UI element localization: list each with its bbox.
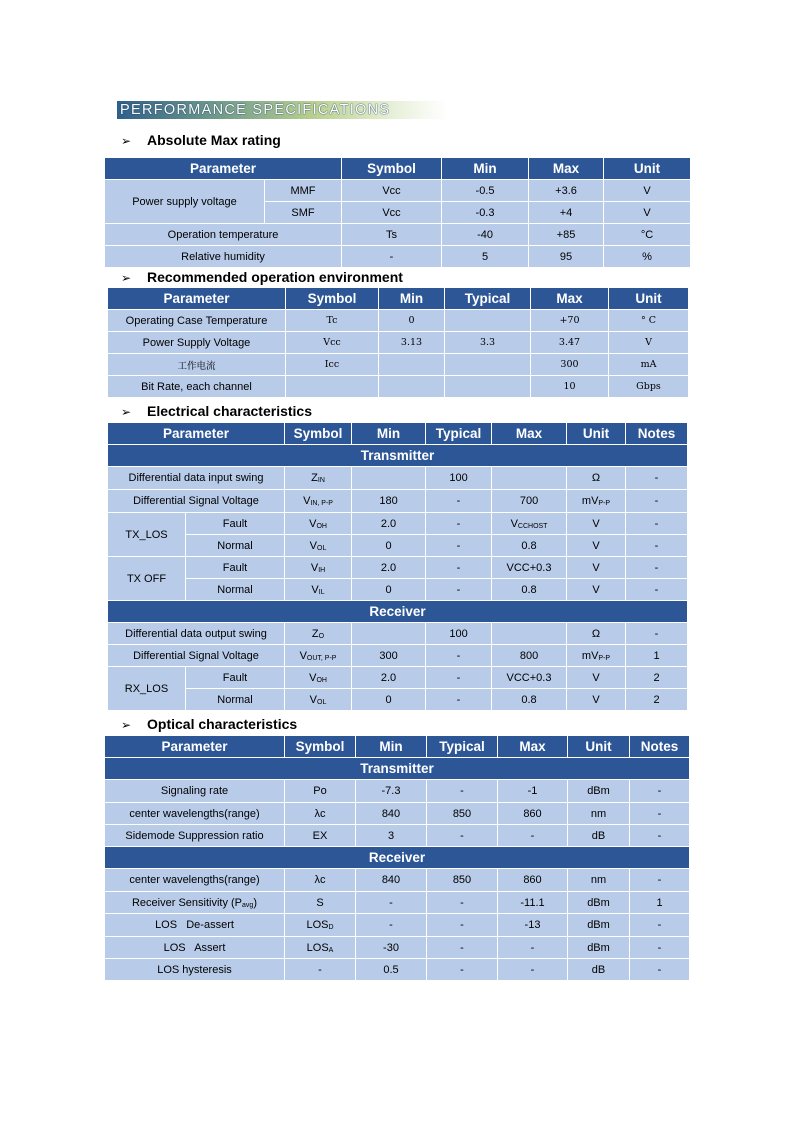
col-header: Unit <box>567 423 626 445</box>
cell: - <box>498 825 568 847</box>
col-header: Parameter <box>108 288 286 310</box>
banner-title: PERFORMANCE SPECIFICATIONS <box>120 102 391 118</box>
cell: 300 <box>531 354 609 376</box>
cell: - <box>356 914 427 937</box>
symbol-sub: OH <box>316 676 327 684</box>
cell: V <box>567 667 626 689</box>
cell: Differential data input swing <box>108 467 285 490</box>
table-row <box>108 579 688 601</box>
cell: Differential Signal Voltage <box>108 645 285 667</box>
section-title: Optical characteristics <box>147 716 298 732</box>
cell: Tc <box>286 310 379 332</box>
table-row <box>108 310 689 332</box>
section-heading-abs <box>121 131 281 149</box>
cell: - <box>427 892 498 914</box>
cell: dBm <box>568 892 630 914</box>
table-row <box>108 354 689 376</box>
cell <box>285 689 352 711</box>
unit: mV <box>581 495 599 507</box>
col-header: Unit <box>568 736 630 758</box>
band-label: Receiver <box>105 847 690 869</box>
col-header: Unit <box>609 288 689 310</box>
band-label: Receiver <box>108 601 688 623</box>
cell: 0.5 <box>356 959 427 981</box>
col-header: Notes <box>626 423 688 445</box>
cell: - <box>342 246 442 268</box>
cell: dBm <box>568 780 630 803</box>
cell: 860 <box>498 803 568 825</box>
cell: 2.0 <box>352 667 426 689</box>
cell: - <box>626 579 688 601</box>
cell <box>285 579 352 601</box>
cell: dBm <box>568 937 630 959</box>
cell: EX <box>285 825 356 847</box>
cell: 0.8 <box>492 579 567 601</box>
cell: - <box>630 959 690 981</box>
cell: 工作电流 <box>108 354 286 376</box>
band-label: Transmitter <box>108 445 688 467</box>
param-text: Receiver Sensitivity (P <box>131 896 243 909</box>
cell: - <box>626 557 688 579</box>
cell: V <box>567 513 626 535</box>
cell: Normal <box>186 579 285 601</box>
cell: +4 <box>529 202 604 224</box>
cell: TX_LOS <box>108 513 186 557</box>
symbol-sub: D <box>328 924 334 931</box>
cell: 180 <box>352 490 426 513</box>
recommended-env-table <box>107 287 689 398</box>
col-header: Notes <box>630 736 690 758</box>
cell: - <box>630 825 690 847</box>
table-row <box>108 645 688 667</box>
table-row <box>105 803 690 825</box>
cell: dB <box>568 825 630 847</box>
col-header: Symbol <box>342 158 442 180</box>
cell: 860 <box>498 869 568 892</box>
section-title: Absolute Max rating <box>147 132 281 148</box>
symbol-sub: IN, P-P <box>310 500 333 507</box>
band-receiver <box>105 847 690 869</box>
symbol-sub: IL <box>318 588 325 596</box>
cell: V <box>604 202 691 224</box>
cell <box>352 623 426 645</box>
cell: Fault <box>186 557 285 579</box>
cell: Power Supply Voltage <box>108 332 286 354</box>
cell <box>285 937 356 959</box>
table-row <box>105 780 690 803</box>
cell <box>445 376 531 398</box>
cell: 10 <box>531 376 609 398</box>
cell: S <box>285 892 356 914</box>
cell: - <box>626 623 688 645</box>
cell: - <box>626 513 688 535</box>
param-end: ) <box>253 896 257 909</box>
symbol: Z <box>311 627 319 640</box>
cell: center wavelengths(range) <box>105 803 285 825</box>
cell: - <box>426 513 492 535</box>
unit: mV <box>581 649 599 662</box>
cell: Vcc <box>342 202 442 224</box>
cell: RX_LOS <box>108 667 186 711</box>
cell: - <box>426 535 492 557</box>
optical-table <box>104 735 690 981</box>
table-row <box>108 535 688 557</box>
cell: % <box>604 246 691 268</box>
table-row <box>108 667 688 689</box>
cell: - <box>427 825 498 847</box>
col-header: Min <box>442 158 529 180</box>
unit-sub: P-P <box>598 500 611 507</box>
table-row <box>105 825 690 847</box>
col-header: Typical <box>445 288 531 310</box>
cell: TX OFF <box>108 557 186 601</box>
cell: MMF <box>265 180 342 202</box>
cell: V <box>609 332 689 354</box>
section-banner <box>117 101 447 119</box>
cell <box>285 513 352 535</box>
cell: 3.13 <box>379 332 445 354</box>
band-transmitter <box>108 445 688 467</box>
symbol-sub: OL <box>317 544 327 552</box>
cell <box>285 645 352 667</box>
cell: nm <box>568 869 630 892</box>
cell: Vcc <box>286 332 379 354</box>
cell: Ω <box>567 467 626 490</box>
col-header: Max <box>498 736 568 758</box>
cell <box>285 535 352 557</box>
cell: - <box>426 645 492 667</box>
cell: 2.0 <box>352 557 426 579</box>
table-row <box>105 937 690 959</box>
cell: 0 <box>352 535 426 557</box>
cell: - <box>427 959 498 981</box>
cell: Fault <box>186 513 285 535</box>
cell: Differential data output swing <box>108 623 285 645</box>
max-value: V <box>510 517 518 530</box>
cell: Operation temperature <box>105 224 342 246</box>
cell: 300 <box>352 645 426 667</box>
cell: Ts <box>342 224 442 246</box>
cell <box>352 467 426 490</box>
cell: ° C <box>609 310 689 332</box>
cell: Icc <box>286 354 379 376</box>
cell <box>445 354 531 376</box>
table-row <box>108 513 688 535</box>
cell: Relative humidity <box>105 246 342 268</box>
cell <box>379 354 445 376</box>
cell: LOS De-assert <box>105 914 285 937</box>
cell <box>445 310 531 332</box>
symbol: V <box>309 693 318 706</box>
col-header: Symbol <box>285 423 352 445</box>
cell: SMF <box>265 202 342 224</box>
cell: Power supply voltage <box>105 180 265 224</box>
abs-max-table <box>104 157 691 268</box>
symbol: V <box>309 517 317 530</box>
cell: +70 <box>531 310 609 332</box>
table-row <box>108 623 688 645</box>
cell: - <box>626 535 688 557</box>
table-header <box>105 736 690 758</box>
cell: -0.5 <box>442 180 529 202</box>
arrow-bullet-icon: ➢ <box>121 134 132 148</box>
table-header <box>108 288 689 310</box>
symbol: V <box>309 539 318 552</box>
cell: -40 <box>442 224 529 246</box>
col-header: Typical <box>427 736 498 758</box>
symbol: LOS <box>306 941 329 954</box>
col-header: Parameter <box>108 423 285 445</box>
cell: dB <box>568 959 630 981</box>
cell: center wavelengths(range) <box>105 869 285 892</box>
cell: LOS Assert <box>105 937 285 959</box>
symbol-sub: OL <box>317 698 327 706</box>
cell: Differential Signal Voltage <box>108 490 285 513</box>
table-row <box>105 180 691 202</box>
section-heading-opt <box>121 715 297 733</box>
table-header <box>108 423 688 445</box>
cell: - <box>626 490 688 513</box>
cell: 2.0 <box>352 513 426 535</box>
cell: nm <box>568 803 630 825</box>
cell: 840 <box>356 869 427 892</box>
cell: - <box>427 780 498 803</box>
cell: mA <box>609 354 689 376</box>
table-row <box>108 467 688 490</box>
cell: - <box>426 557 492 579</box>
symbol-sub: O <box>318 632 325 640</box>
cell <box>492 623 567 645</box>
table-row <box>108 376 689 398</box>
band-receiver <box>108 601 688 623</box>
table-row <box>105 914 690 937</box>
cell <box>285 914 356 937</box>
cell: 100 <box>426 623 492 645</box>
col-header: Symbol <box>286 288 379 310</box>
cell: 800 <box>492 645 567 667</box>
cell: Ω <box>567 623 626 645</box>
cell: 0 <box>352 579 426 601</box>
section-heading-rec <box>121 268 403 286</box>
arrow-bullet-icon: ➢ <box>121 271 132 285</box>
symbol-sub: IH <box>318 566 326 574</box>
cell: 850 <box>427 803 498 825</box>
table-header <box>105 158 691 180</box>
cell <box>567 645 626 667</box>
cell: 5 <box>442 246 529 268</box>
cell: +3.6 <box>529 180 604 202</box>
symbol-sub: A <box>328 946 334 954</box>
cell: Signaling rate <box>105 780 285 803</box>
cell: - <box>626 467 688 490</box>
cell <box>285 490 352 513</box>
cell: - <box>426 689 492 711</box>
cell: 100 <box>426 467 492 490</box>
cell <box>285 623 352 645</box>
cell: - <box>426 579 492 601</box>
param-sub: avg <box>242 901 254 909</box>
cell <box>567 490 626 513</box>
cell: -1 <box>498 780 568 803</box>
unit-sub: P-P <box>598 654 611 662</box>
cell: 95 <box>529 246 604 268</box>
col-header: Unit <box>604 158 691 180</box>
cell: - <box>498 937 568 959</box>
cell: 850 <box>427 869 498 892</box>
cell: VCC+0.3 <box>492 557 567 579</box>
cell: °C <box>604 224 691 246</box>
cell: - <box>630 869 690 892</box>
cell <box>285 467 352 490</box>
col-header: Max <box>531 288 609 310</box>
cell: 2 <box>626 689 688 711</box>
cell: 3.47 <box>531 332 609 354</box>
table-row <box>105 224 691 246</box>
cell: λc <box>285 803 356 825</box>
table-row <box>108 490 688 513</box>
section-title: Recommended operation environment <box>147 269 403 285</box>
table-row <box>108 557 688 579</box>
col-header: Min <box>379 288 445 310</box>
col-header: Parameter <box>105 736 285 758</box>
cell: V <box>567 557 626 579</box>
cell: λc <box>285 869 356 892</box>
cell: - <box>285 959 356 981</box>
symbol: Z <box>311 472 318 484</box>
cell: -30 <box>356 937 427 959</box>
table-row <box>108 332 689 354</box>
cell: - <box>426 667 492 689</box>
symbol: V <box>303 495 311 507</box>
max-sub: CCHOST <box>517 522 548 530</box>
cell: 840 <box>356 803 427 825</box>
symbol-sub: OUT, P-P <box>306 654 337 662</box>
cell <box>285 667 352 689</box>
table-row <box>105 246 691 268</box>
col-header: Max <box>492 423 567 445</box>
cell: 1 <box>626 645 688 667</box>
cell: Normal <box>186 535 285 557</box>
cell: -0.3 <box>442 202 529 224</box>
symbol: V <box>311 583 319 596</box>
col-header: Symbol <box>285 736 356 758</box>
cell: 0.8 <box>492 689 567 711</box>
symbol-sub: IN <box>317 477 325 484</box>
cell: Sidemode Suppression ratio <box>105 825 285 847</box>
cell <box>285 557 352 579</box>
col-header: Parameter <box>105 158 342 180</box>
cell: 700 <box>492 490 567 513</box>
cell: Fault <box>186 667 285 689</box>
col-header: Max <box>529 158 604 180</box>
cell: dBm <box>568 914 630 937</box>
cell: - <box>630 803 690 825</box>
cell: Bit Rate, each channel <box>108 376 286 398</box>
cell: Po <box>285 780 356 803</box>
cell: - <box>426 490 492 513</box>
cell: LOS hysteresis <box>105 959 285 981</box>
symbol: V <box>299 649 307 662</box>
cell: V <box>604 180 691 202</box>
arrow-bullet-icon: ➢ <box>121 718 132 732</box>
cell: - <box>630 914 690 937</box>
col-header: Min <box>356 736 427 758</box>
cell: Gbps <box>609 376 689 398</box>
cell: VCC+0.3 <box>492 667 567 689</box>
table-row <box>105 869 690 892</box>
cell: Normal <box>186 689 285 711</box>
cell <box>492 467 567 490</box>
symbol: LOS <box>306 919 329 931</box>
section-title: Electrical characteristics <box>147 403 312 419</box>
table-row <box>105 892 690 914</box>
table-row <box>105 959 690 981</box>
cell: 0 <box>352 689 426 711</box>
cell: 0 <box>379 310 445 332</box>
band-transmitter <box>105 758 690 780</box>
cell <box>286 376 379 398</box>
cell: -13 <box>498 914 568 937</box>
symbol: V <box>310 561 319 574</box>
cell: Vcc <box>342 180 442 202</box>
section-heading-elec <box>121 402 312 420</box>
cell: 2 <box>626 667 688 689</box>
col-header: Typical <box>426 423 492 445</box>
col-header: Min <box>352 423 426 445</box>
cell: Operating Case Temperature <box>108 310 286 332</box>
arrow-bullet-icon: ➢ <box>121 405 132 419</box>
cell: 3.3 <box>445 332 531 354</box>
symbol: V <box>309 671 317 684</box>
cell: V <box>567 535 626 557</box>
table-row <box>108 689 688 711</box>
cell: +85 <box>529 224 604 246</box>
cell: 1 <box>630 892 690 914</box>
cell <box>105 892 285 914</box>
cell: -11.1 <box>498 892 568 914</box>
cell: 3 <box>356 825 427 847</box>
cell: - <box>630 780 690 803</box>
cell: - <box>427 914 498 937</box>
electrical-table <box>107 422 688 711</box>
cell <box>492 513 567 535</box>
cell: V <box>567 689 626 711</box>
cell: - <box>630 937 690 959</box>
cell: V <box>567 579 626 601</box>
band-label: Transmitter <box>105 758 690 780</box>
cell: - <box>427 937 498 959</box>
cell: 0.8 <box>492 535 567 557</box>
cell: - <box>356 892 427 914</box>
symbol-sub: OH <box>316 522 327 530</box>
cell: - <box>498 959 568 981</box>
cell <box>379 376 445 398</box>
cell: -7.3 <box>356 780 427 803</box>
